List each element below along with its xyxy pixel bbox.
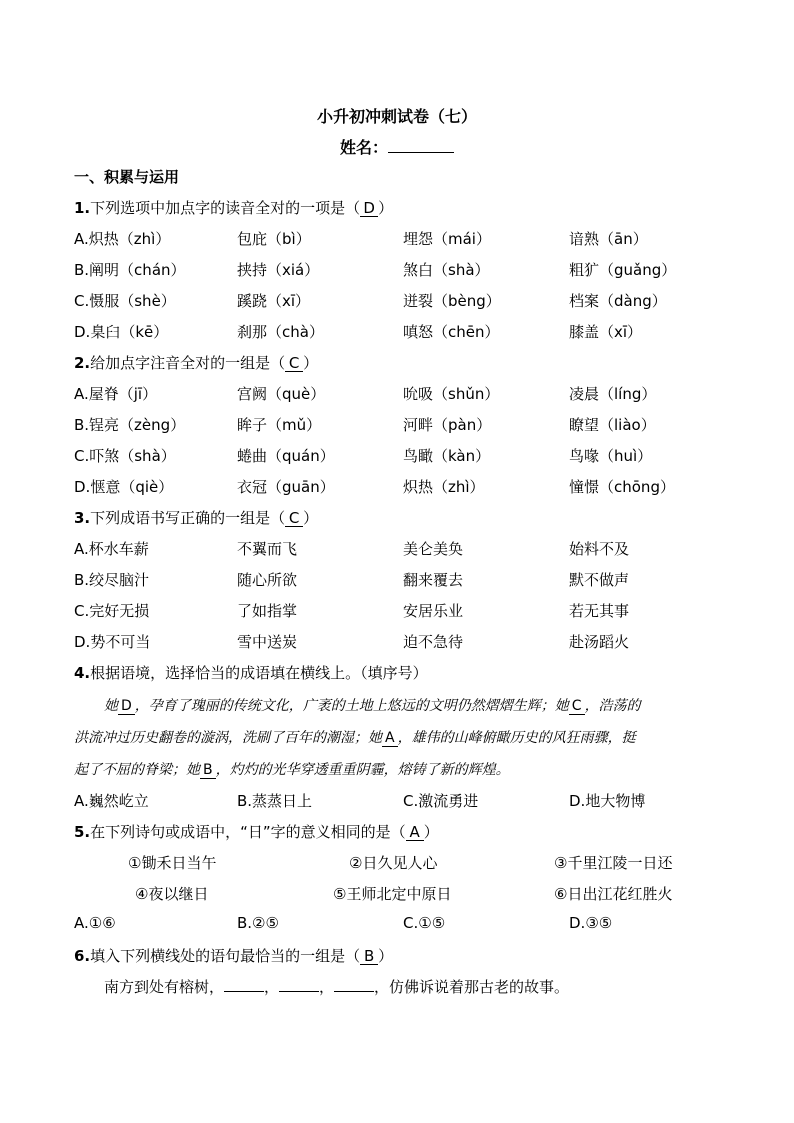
option-cell: 谙熟（ān） (569, 230, 648, 248)
answer-blank[interactable]: C (285, 356, 303, 372)
question-2: 2.给加点字注音全对的一组是（ C ） (74, 354, 319, 372)
answer-blank[interactable]: A (406, 825, 424, 841)
option-cell: 蜷曲（quán） (237, 447, 335, 465)
poem-item: ②日久见人心 (349, 854, 438, 872)
question-number: 1. (74, 199, 91, 217)
option-cell: A.杯水车薪 (74, 540, 149, 558)
option-cell: B.锃亮（zèng） (74, 416, 186, 434)
fill-blank[interactable] (224, 979, 264, 992)
page-title: 小升初冲刺试卷（七） (316, 107, 477, 126)
option-row (74, 383, 754, 405)
question-text: 填入下列横线处的语句最恰当的一组是（ (90, 947, 361, 965)
option-cell: 粗犷（guǎng） (569, 261, 677, 279)
option-cell: D.惬意（qiè） (74, 478, 174, 496)
option-cell: C.激流勇进 (403, 792, 479, 810)
answer-blank[interactable]: C (285, 511, 303, 527)
question-6: 6.填入下列横线处的语句最恰当的一组是（ B ） (74, 947, 394, 965)
option-cell: 埋怨（mái） (403, 230, 491, 248)
option-cell: C.完好无损 (74, 602, 150, 620)
option-cell: B.②⑤ (237, 914, 279, 932)
question-number: 4. (74, 664, 91, 682)
fill-blank[interactable]: A (382, 730, 398, 747)
option-cell: 了如指掌 (237, 602, 298, 620)
fill-blank[interactable] (334, 979, 374, 992)
fill-blank[interactable]: C (569, 698, 585, 715)
name-blank[interactable] (388, 138, 454, 153)
option-cell: 炽热（zhì） (403, 478, 485, 496)
option-row (74, 259, 754, 281)
passage-line: 起了不屈的脊梁；她 B ，灼灼的光华穿透重重阴霾，熔铸了新的辉煌。 (74, 762, 510, 778)
question-number: 6. (74, 947, 91, 965)
option-cell: 随心所欲 (237, 571, 298, 589)
option-row (74, 569, 754, 591)
option-row (74, 414, 754, 436)
answer-blank[interactable]: D (360, 201, 378, 217)
option-cell: 蹊跷（xī） (237, 292, 311, 310)
question-4 (74, 662, 428, 683)
question-1: 1.下列选项中加点字的读音全对的一项是（ D ） (74, 199, 394, 217)
question-number: 3. (74, 509, 91, 527)
option-cell: A.巍然屹立 (74, 792, 149, 810)
option-row (74, 914, 754, 936)
option-cell: D.地大物博 (569, 792, 646, 810)
option-cell: 凌晨（líng） (569, 385, 657, 403)
fill-blank[interactable] (279, 979, 319, 992)
option-cell: 默不做声 (569, 571, 630, 589)
option-cell: 赴汤蹈火 (569, 633, 630, 651)
option-cell: 档案（dàng） (569, 292, 667, 310)
option-cell: 宫阙（què） (237, 385, 326, 403)
option-cell: B.绞尽脑汁 (74, 571, 150, 589)
poem-item: ⑤王师北定中原日 (333, 885, 452, 903)
option-cell: 嗔怒（chēn） (403, 323, 500, 341)
name-row (0, 135, 794, 158)
option-cell: 煞白（shà） (403, 261, 490, 279)
option-cell: A.屋脊（jī） (74, 385, 158, 403)
option-cell: 不翼而飞 (237, 540, 298, 558)
option-cell: D.臬臼（kē） (74, 323, 169, 341)
option-row (74, 600, 754, 622)
option-row (74, 538, 754, 560)
poem-item: ③千里江陵一日还 (554, 854, 673, 872)
option-cell: B.蒸蒸日上 (237, 792, 313, 810)
option-cell: 鸟喙（huì） (569, 447, 653, 465)
option-cell: 吮吸（shǔn） (403, 385, 500, 403)
passage-line: 洪流冲过历史翻卷的漩涡，洗刷了百年的潮湿；她 A ，雄伟的山峰俯瞰历史的风狂雨骤，挺 (74, 730, 636, 746)
option-cell: 挟持（xiá） (237, 261, 320, 279)
option-cell: C.慑服（shè） (74, 292, 176, 310)
option-row (74, 476, 754, 498)
passage-line: 她 D ，孕育了瑰丽的传统文化，广袤的土地上悠远的文明仍然熠熠生辉；她 C ，浩荡的 (104, 698, 641, 714)
question-5: 5.在下列诗句或成语中，“日”字的意义相同的是（ A ） (74, 823, 439, 841)
option-cell: 刹那（chà） (237, 323, 324, 341)
option-row (74, 445, 754, 467)
question-number: 2. (74, 354, 91, 372)
fill-blank[interactable]: D (118, 698, 135, 715)
name-label: 姓名： (339, 138, 388, 157)
fill-blank[interactable]: B (200, 762, 216, 779)
answer-blank[interactable]: B (360, 949, 378, 965)
option-row (74, 631, 754, 653)
section-heading: 一、积累与运用 (74, 168, 180, 186)
option-row (74, 321, 754, 343)
option-row (74, 290, 754, 312)
option-cell: C.①⑤ (403, 914, 446, 932)
option-cell: 始料不及 (569, 540, 630, 558)
option-cell: 鸟瞰（kàn） (403, 447, 491, 465)
option-cell: 膝盖（xī） (569, 323, 643, 341)
question-text: 给加点字注音全对的一组是（ (90, 354, 286, 372)
option-cell: D.势不可当 (74, 633, 151, 651)
option-cell: B.阐明（chán） (74, 261, 186, 279)
option-cell: 美仑美奂 (403, 540, 464, 558)
option-cell: 迸裂（bèng） (403, 292, 501, 310)
option-cell: 眸子（mǔ） (237, 416, 322, 434)
option-cell: 河畔（pàn） (403, 416, 492, 434)
option-cell: 翻来覆去 (403, 571, 464, 589)
option-cell: A.炽热（zhì） (74, 230, 171, 248)
question-number: 5. (74, 823, 91, 841)
question-3: 3.下列成语书写正确的一组是（ C ） (74, 509, 319, 527)
option-row (74, 228, 754, 250)
poem-item: ①锄禾日当午 (128, 854, 217, 872)
sentence-line: 南方到处有榕树， ， ， ，仿佛诉说着那古老的故事。 (104, 978, 570, 996)
option-cell: 雪中送炭 (237, 633, 298, 651)
question-text: 根据语境，选择恰当的成语填在横线上。（填序号） (90, 664, 428, 682)
option-cell: A.①⑥ (74, 914, 116, 932)
option-row (74, 790, 754, 812)
poem-item: ⑥日出江花红胜火 (554, 885, 673, 903)
option-cell: 若无其事 (569, 602, 630, 620)
option-cell: 安居乐业 (403, 602, 464, 620)
option-cell: 瞭望（liào） (569, 416, 656, 434)
option-cell: 迫不急待 (403, 633, 464, 651)
option-cell: 衣冠（guān） (237, 478, 335, 496)
question-text: 下列成语书写正确的一组是（ (90, 509, 286, 527)
option-cell: 包庇（bì） (237, 230, 311, 248)
poem-item: ④夜以继日 (135, 885, 209, 903)
question-text: 在下列诗句或成语中，“日”字的意义相同的是（ (90, 823, 406, 841)
option-cell: D.③⑤ (569, 914, 613, 932)
option-cell: C.吓煞（shà） (74, 447, 176, 465)
option-cell: 憧憬（chōng） (569, 478, 675, 496)
question-text: 下列选项中加点字的读音全对的一项是（ (90, 199, 361, 217)
